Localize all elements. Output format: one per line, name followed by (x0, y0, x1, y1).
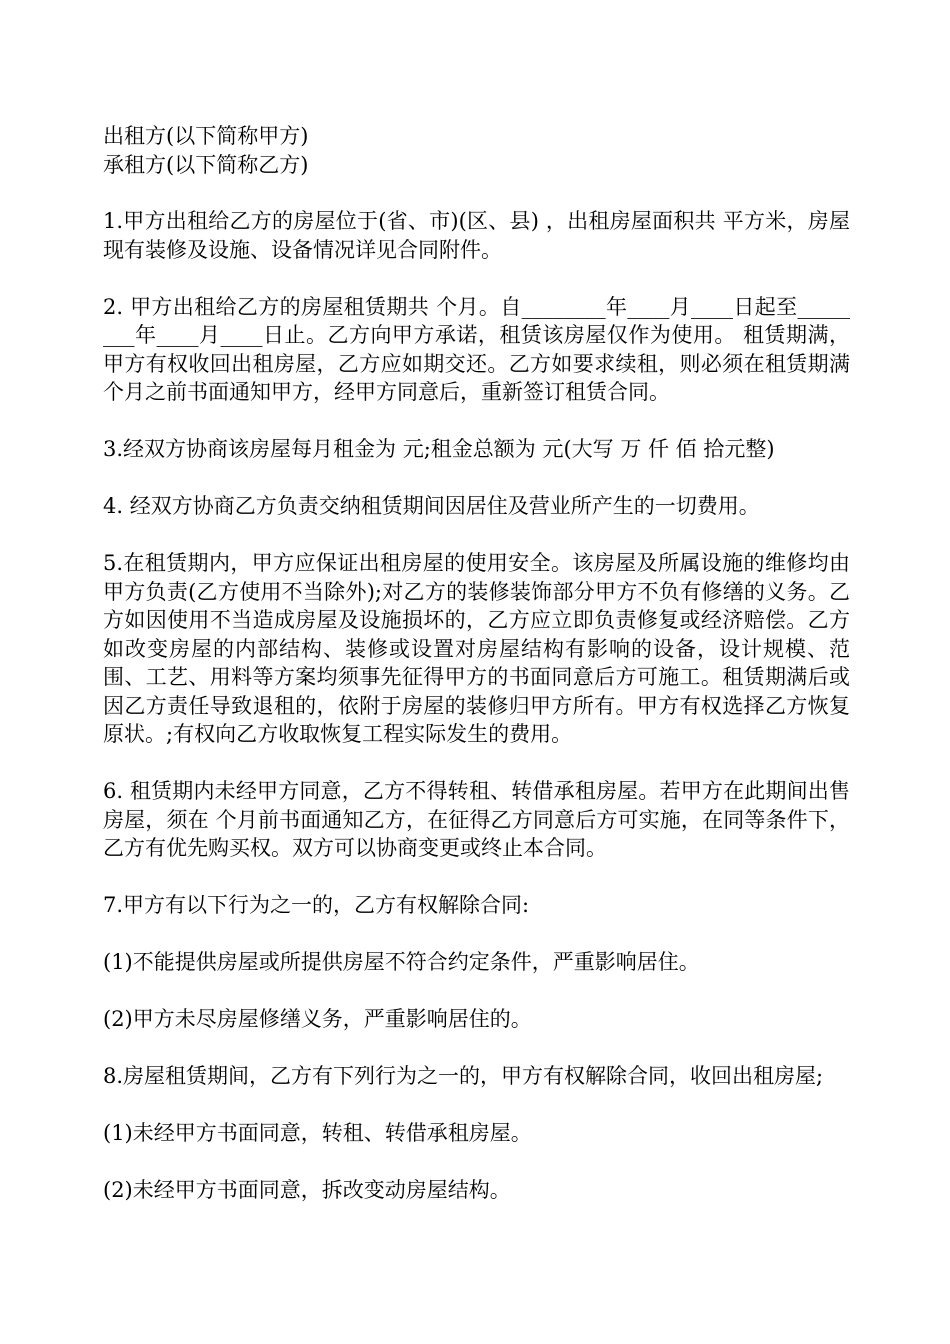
clause-8-lessor-termination: 8.房屋租赁期间，乙方有下列行为之一的，甲方有权解除合同，收回出租房屋; (103, 1064, 824, 1088)
clause-3-rent: 3.经双方协商该房屋每月租金为 元;租金总额为 元(大写 万 仟 佰 拾元整) (103, 437, 775, 461)
clause-8-item-2: (2)未经甲方书面同意，拆改变动房屋结构。 (103, 1178, 511, 1202)
lessor-line: 出租方(以下简称甲方) (103, 124, 309, 148)
clause-7-item-1: (1)不能提供房屋或所提供房屋不符合约定条件，严重影响居住。 (103, 950, 700, 974)
clause-6-sublease: 6. 租赁期内未经甲方同意，乙方不得转租、转借承租房屋。若甲方在此期间出售房屋，须在 个月前书面通知乙方，在征得乙方同意后方可实施，在同等条件下，乙方有优先购买权。双方可以协商变更或终止本合同。 (103, 779, 850, 860)
clause-4-fees: 4. 经双方协商乙方负责交纳租赁期间因居住及营业所产生的一切费用。 (103, 494, 760, 518)
lessee-line: 承租方(以下简称乙方) (103, 152, 309, 177)
clause-7-lessee-termination: 7.甲方有以下行为之一的，乙方有权解除合同: (103, 893, 530, 917)
clause-2-term: 2. 甲方出租给乙方的房屋租赁期共 个月。自________年____月____日起至________年____月____日止。乙方向甲方承诺，租赁该房屋仅作为使用。 租赁期满，甲方有权收回出租房屋，乙方应如期交还。乙方如要求续租，则必须在租赁期满个月之前书面通知甲方，经甲方同意后，重新签订租赁合同。 (103, 294, 850, 404)
contract-page (103, 122, 850, 1233)
contract-parties (103, 122, 850, 179)
clause-5-maintenance: 5.在租赁期内，甲方应保证出租房屋的使用安全。该房屋及所属设施的维修均由甲方负责(乙方使用不当除外);对乙方的装修装饰部分甲方不负有修缮的义务。乙方如因使用不当造成房屋及设施损坏的，乙方应立即负责修复或经济赔偿。乙方如改变房屋的内部结构、装修或设置对房屋结构有影响的设备，设计规模、范围、工艺、用料等方案均须事先征得甲方的书面同意后方可施工。租赁期满后或因乙方责任导致退租的，依附于房屋的装修归甲方所有。甲方有权选择乙方恢复原状。;有权向乙方收取恢复工程实际发生的费用。 (103, 551, 850, 746)
clause-7-item-2: (2)甲方未尽房屋修缮义务，严重影响居住的。 (103, 1007, 532, 1031)
clause-1-premises: 1.甲方出租给乙方的房屋位于(省、市)(区、县) ，出租房屋面积共 平方米，房屋现有装修及设施、设备情况详见合同附件。 (103, 209, 850, 262)
clause-8-item-1: (1)未经甲方书面同意，转租、转借承租房屋。 (103, 1121, 532, 1145)
